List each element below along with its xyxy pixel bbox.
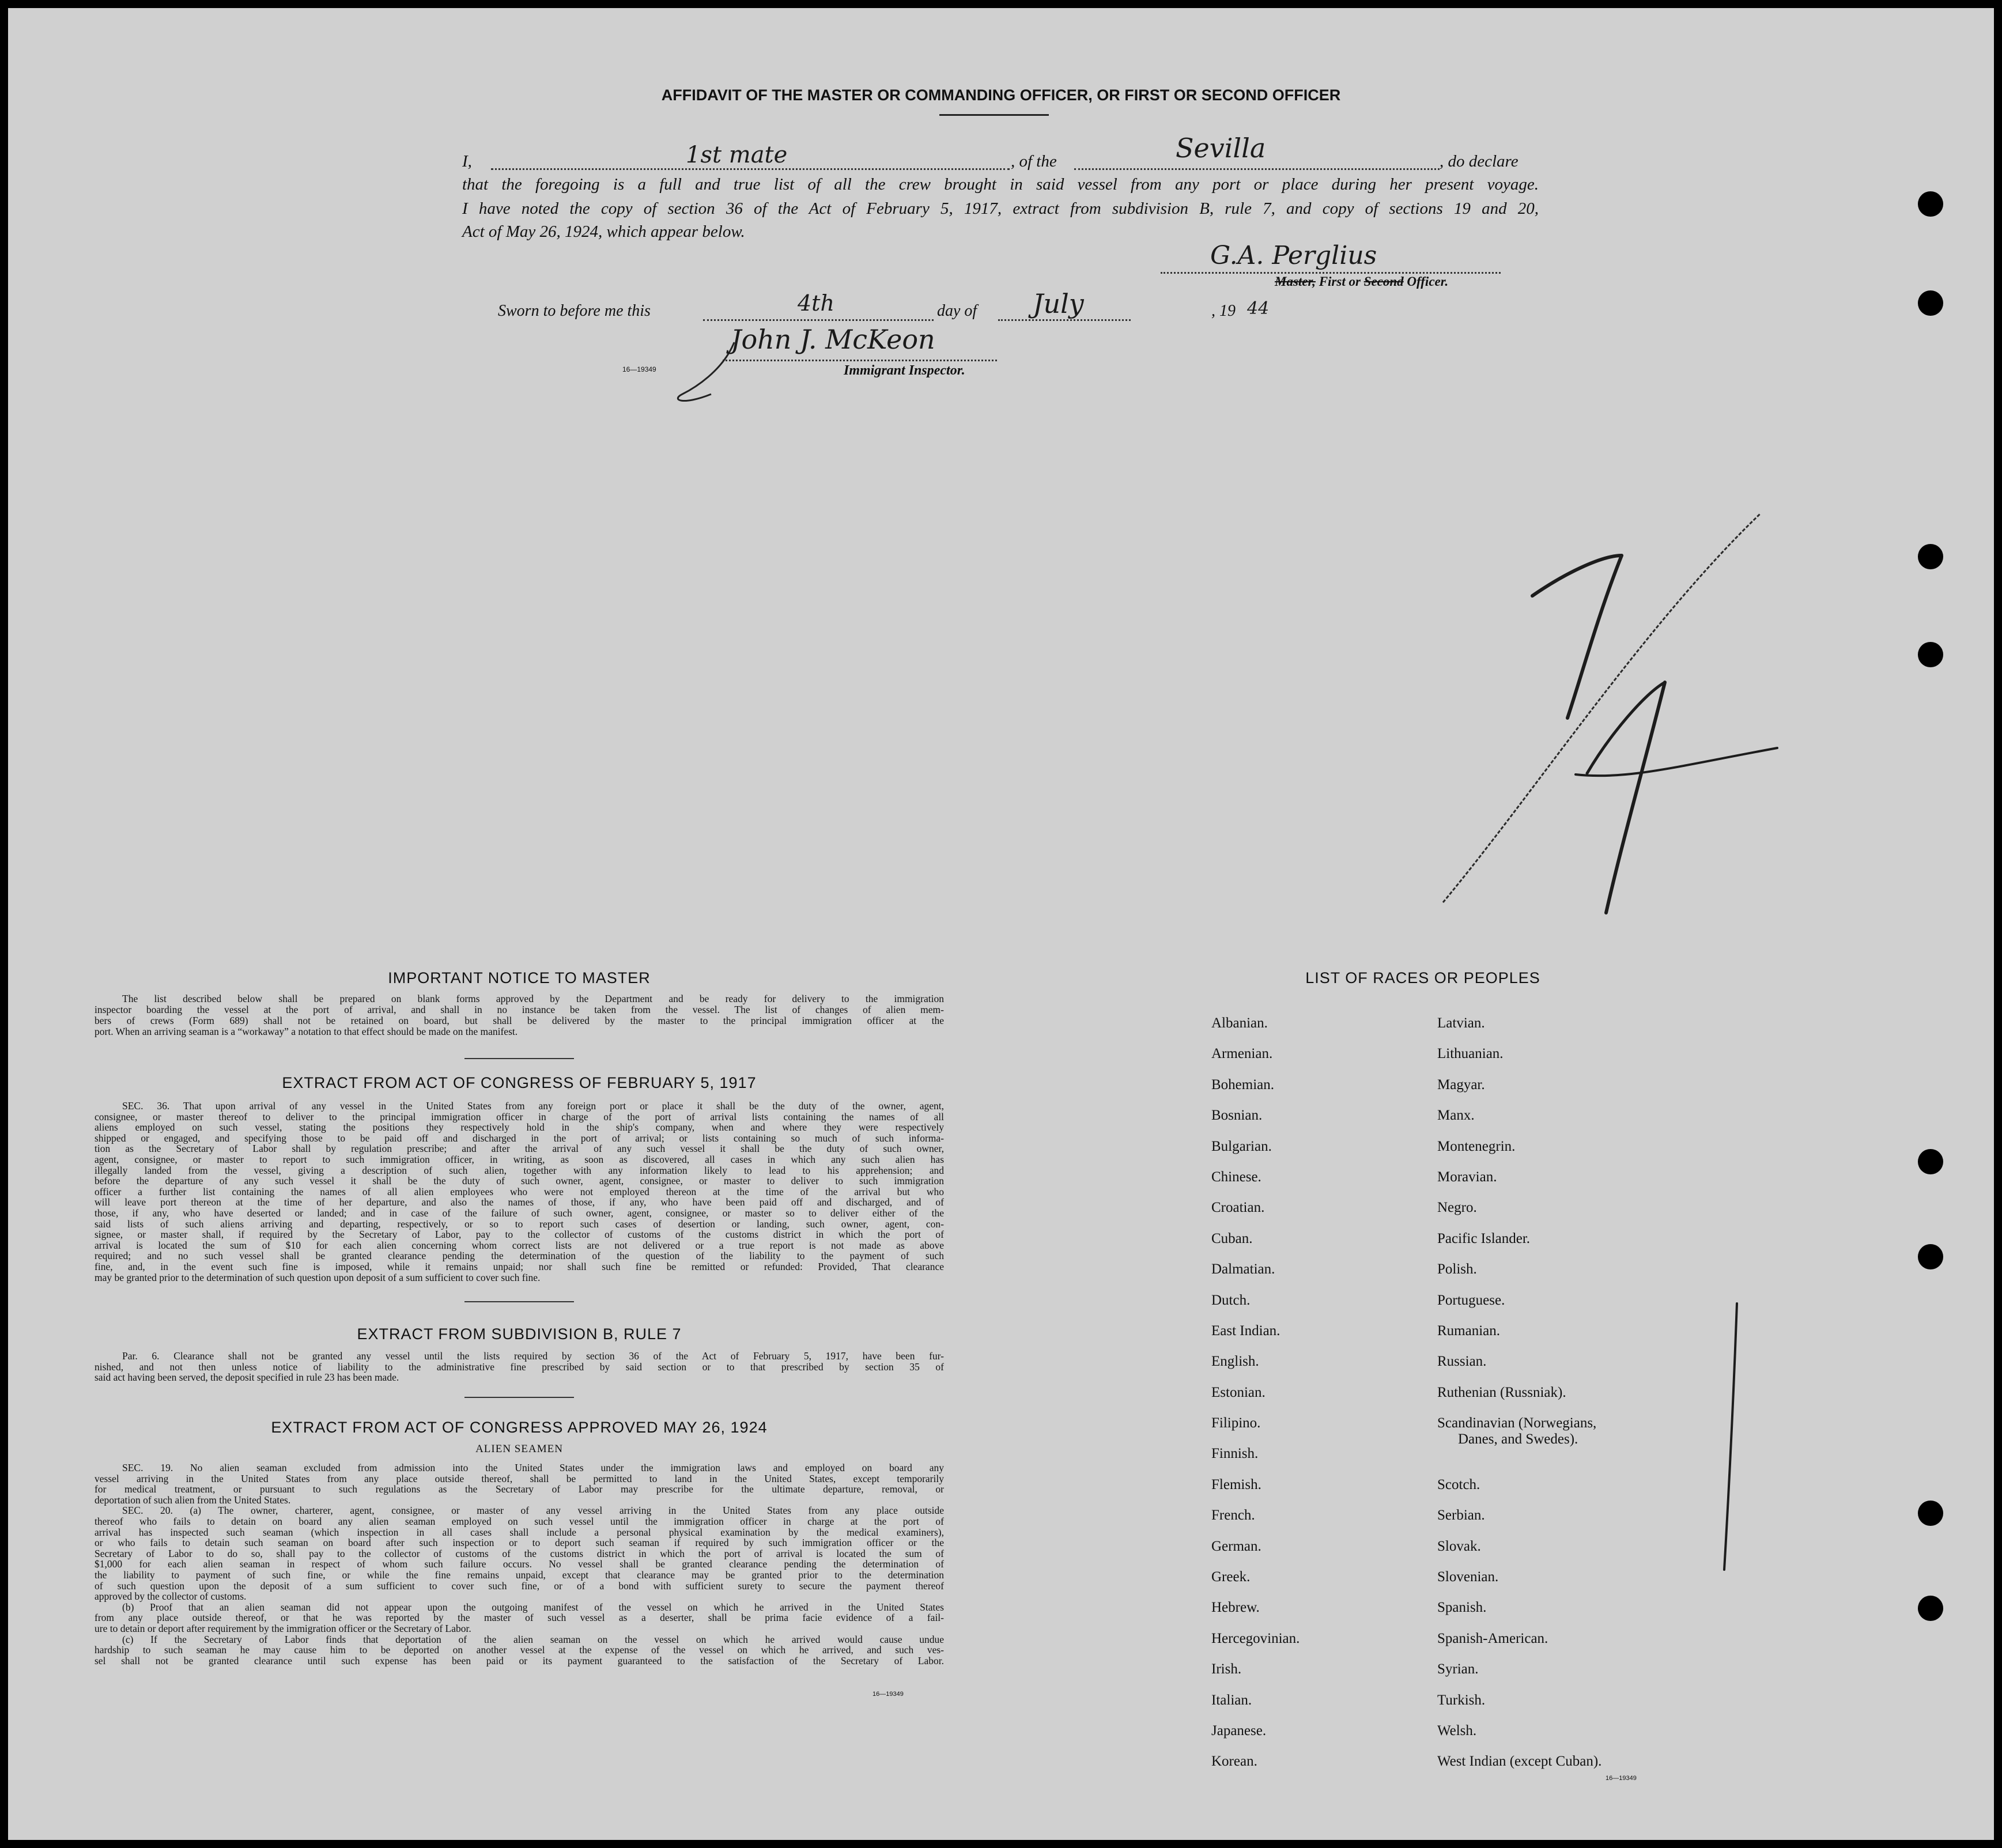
- extract-1917-line: before the departure of any such vessel it shall be the duty of such owner, agent, consignee, or master to deliver to such immigration: [95, 1175, 944, 1187]
- race-item: Pacific Islander.: [1437, 1230, 1531, 1246]
- extract-1924-line: arrival has inspected such seaman (which inspection in all cases shall include a personal physical examination by the medical examiners),: [95, 1526, 944, 1538]
- sworn-year-prefix: , 19: [1211, 302, 1236, 320]
- vessel-name-field[interactable]: Sevilla: [1176, 133, 1266, 164]
- extract-1924-subtitle: ALIEN SEAMEN: [475, 1443, 563, 1455]
- inspector-signature[interactable]: John J. McKeon: [731, 324, 935, 355]
- race-item: English.: [1211, 1354, 1259, 1370]
- line1-suffix: , do declare: [1440, 152, 1519, 171]
- extract-rule7-line: nished, and not then unless notice of liability to the administrative fine prescribed by said section or to that prescribed by section 35 of: [95, 1361, 944, 1373]
- declaration-line: that the foregoing is a full and true list of all the crew brought in said vessel from any port or place during her present voyage.: [462, 175, 1539, 194]
- race-item: Scandinavian (Norwegians,: [1437, 1415, 1597, 1431]
- extract-1917-line: arrival is located the sum of $10 for each alien concerning whom correct lists are not delivered or a true report is not made as above: [95, 1239, 944, 1251]
- race-item: Hebrew.: [1211, 1600, 1260, 1616]
- race-item: Finnish.: [1211, 1446, 1259, 1462]
- race-item: Albanian.: [1211, 1015, 1268, 1031]
- race-item: Ruthenian (Russniak).: [1437, 1384, 1566, 1400]
- race-item: Slovenian.: [1437, 1569, 1499, 1585]
- race-item: East Indian.: [1211, 1322, 1280, 1339]
- race-item: Danes, and Swedes).: [1458, 1431, 1578, 1448]
- extract-1917-rule: [464, 1301, 574, 1302]
- extract-1924-line: for medical treatment, or pursuant to such regulations as the Secretary of Labor may prescribe for the ultimate departure, removal, or: [95, 1483, 944, 1495]
- extract-1924-line: from any place outside thereof, or that he was reported by the master of such vessel as a deserter, shall be prima facie evidence of a fail-: [95, 1612, 944, 1624]
- extract-1917-line: may be granted prior to the determination of such question upon deposit of a sum sufficient to cover such fine.: [95, 1271, 541, 1283]
- race-item: Greek.: [1211, 1569, 1251, 1585]
- extract-1924-line: (c) If the Secretary of Labor finds that deportation of the alien seaman on the vessel on which he arrived would cause undue: [122, 1633, 944, 1645]
- race-item: Serbian.: [1437, 1507, 1485, 1524]
- extract-1917-line: required; and no such vessel shall be granted clearance pending the determination of the question of the liability to the payment of such: [95, 1250, 944, 1262]
- extract-1917-body: [95, 1101, 944, 1283]
- notice-line: inspector boarding the vessel at the port of arrival, and shall in no instance be taken from the vessel. The list of changes of alien mem-: [95, 1004, 944, 1015]
- officer-role: [1275, 274, 1448, 289]
- punch-hole: [1918, 544, 1943, 569]
- race-item: Scotch.: [1437, 1476, 1480, 1492]
- title-rule: [939, 114, 1049, 116]
- race-item: Moravian.: [1437, 1169, 1497, 1185]
- extract-1924-line: vessel arriving in the United States from any place outside thereof, shall be permitted to land in the United States, except temporarily: [95, 1472, 944, 1484]
- race-item: Armenian.: [1211, 1046, 1273, 1062]
- race-item: Bohemian.: [1211, 1076, 1275, 1093]
- handwritten-7-4-mark: [1437, 504, 1795, 919]
- extract-1917-line: agent, consignee, or master to report to such immigration officer, in writing, as soon as discovered, all cases in which any such alien has: [95, 1153, 944, 1165]
- extract-1917-line: illegally landed from the vessel, giving a description of such alien, together with any information likely to lead to his apprehension; and: [95, 1164, 944, 1176]
- extract-rule7-line: said act having been served, the deposit specified in rule 23 has been made.: [95, 1371, 399, 1384]
- races-right-column: [1437, 1015, 1601, 1785]
- race-item: Magyar.: [1437, 1076, 1485, 1093]
- extract-1924-line: hardship to such seaman he may cause him to be deported on another vessel at the expense of the vessel on which he arrived, and such ves-: [95, 1644, 944, 1656]
- notice-body: [95, 993, 944, 1037]
- role-officer: Officer.: [1407, 274, 1449, 289]
- race-item: Welsh.: [1437, 1723, 1477, 1739]
- form-number-top: 16—19349: [622, 365, 656, 373]
- race-item: Croatian.: [1211, 1200, 1265, 1216]
- race-item: Italian.: [1211, 1692, 1252, 1708]
- extract-1917-line: officer a further list containing the names of all alien employees who were not employed thereon at the time of the arrival but who: [95, 1185, 944, 1197]
- race-item: Spanish.: [1437, 1600, 1487, 1616]
- extract-1924-line: sel shall not be granted clearance until such expense has been paid or its payment guaranteed to the satisfaction of the Secretary of Labor.: [95, 1654, 944, 1666]
- race-item: Syrian.: [1437, 1661, 1479, 1677]
- race-item: Irish.: [1211, 1661, 1242, 1677]
- notice-line: bers of crews (Form 689) shall not be retained on board, but shall be delivered by the master to the principal immigration officer at the: [95, 1015, 944, 1026]
- sworn-prefix: Sworn to before me this: [498, 302, 651, 320]
- races-form-number: 16—19349: [1606, 1775, 1637, 1782]
- extract-1924-line: Secretary of Labor to do so, shall pay to the collector of customs of the customs district in which the port of arrival is located the sum of: [95, 1547, 944, 1559]
- race-item: Rumanian.: [1437, 1322, 1501, 1339]
- extract-1917-line: consignee, or master thereof to deliver to the principal immigration officer in charge of the port of arrival lists containing the names of all: [95, 1110, 944, 1123]
- race-item: French.: [1211, 1507, 1255, 1524]
- extract-1924-line: or who fails to detain such seaman on board after such inspection or to deport such seaman if required by such immigration officer or the: [95, 1537, 944, 1549]
- race-item: Russian.: [1437, 1354, 1487, 1370]
- extract-1924-body: [95, 1462, 944, 1666]
- race-item: Hercegovinian.: [1211, 1630, 1300, 1646]
- punch-hole: [1918, 1149, 1943, 1174]
- punch-hole: [1918, 1501, 1943, 1526]
- declaration-line: Act of May 26, 1924, which appear below.: [462, 222, 745, 241]
- line1-prefix: I,: [462, 152, 472, 171]
- extract-1924-title: EXTRACT FROM ACT OF CONGRESS APPROVED MAY 26, 1924: [271, 1419, 768, 1436]
- extract-1924-line: ure to detain or deport after requirement by the immigration officer or the Secretary of Labor.: [95, 1622, 471, 1634]
- race-item: Cuban.: [1211, 1230, 1253, 1246]
- vertical-pen-stroke: [1720, 1299, 1743, 1575]
- race-item: Polish.: [1437, 1261, 1477, 1278]
- extract-1917-line: those, if any, who have deserted or landed; and in case of the failure of such owner, agent, consignee, or master so to deliver either of the: [95, 1207, 944, 1219]
- role-first: First or: [1319, 274, 1361, 289]
- extract-1917-line: tion as the Secretary of Labor shall by regulation prescribe; and after the arrival of any such vessel it shall be the duty of such owner,: [95, 1143, 944, 1155]
- punch-hole: [1918, 290, 1943, 316]
- race-item: Japanese.: [1211, 1722, 1267, 1739]
- race-item: German.: [1211, 1538, 1261, 1554]
- race-item: Bulgarian.: [1211, 1138, 1272, 1154]
- extract-1924-line: SEC. 20. (a) The owner, charterer, agent, consignee, or master of any vessel arriving in the United States from any place outside: [122, 1505, 944, 1517]
- officer-signature[interactable]: G.A. Perglius: [1210, 241, 1377, 270]
- race-item: Korean.: [1211, 1753, 1257, 1770]
- sworn-year-field[interactable]: 44: [1247, 298, 1270, 319]
- extract-1924-line: deportation of such alien from the United States.: [95, 1494, 291, 1506]
- punch-hole: [1918, 1596, 1943, 1621]
- notice-rule: [464, 1058, 574, 1059]
- races-title: LIST OF RACES OR PEOPLES: [1305, 969, 1540, 987]
- extract-1924-line: of such question upon the deposit of a sum sufficient to cover such fine, or of a bond with sufficient surety to secure the payment thereof: [95, 1579, 944, 1592]
- race-item: West Indian (except Cuban).: [1437, 1753, 1602, 1770]
- race-item: Dalmatian.: [1211, 1261, 1275, 1278]
- race-item: Montenegrin.: [1437, 1138, 1516, 1154]
- role-second: Second: [1363, 274, 1404, 289]
- affidavit-title: AFFIDAVIT OF THE MASTER OR COMMANDING OFFICER, OR FIRST OR SECOND OFFICER: [661, 86, 1341, 104]
- extract-1924-form-number: 16—19349: [872, 1691, 904, 1698]
- extract-1924-line: (b) Proof that an alien seaman did not appear upon the outgoing manifest of the vessel on which he arrived in the United States: [122, 1601, 944, 1613]
- extract-1924-line: $1,000 for each alien seaman in respect of whom such failure occurs. No vessel shall be granted clearance pending the determination of: [95, 1558, 944, 1570]
- race-item: Lithuanian.: [1437, 1046, 1504, 1062]
- role-master: Master,: [1275, 274, 1316, 289]
- extract-1924-line: the liability to payment of such fine, or while the fine remains unpaid, except that clearance may be granted prior to the determination: [95, 1569, 944, 1581]
- extract-1917-line: aliens employed on such vessel, stating the positions they respectively hold in the ship's company, when and where they were respectively: [95, 1121, 944, 1133]
- race-item: Filipino.: [1211, 1415, 1261, 1431]
- punch-hole: [1918, 1244, 1943, 1269]
- affidavit-line-1: [455, 133, 1539, 174]
- race-item: Bosnian.: [1211, 1108, 1263, 1124]
- race-item: Estonian.: [1211, 1384, 1266, 1400]
- notice-line: port. When an arriving seaman is a “workaway” a notation to that effect should be made on the manifest.: [95, 1026, 518, 1037]
- extract-1924-line: SEC. 19. No alien seaman excluded from admission into the United States under the immigration laws and employed on board any: [122, 1462, 944, 1473]
- extract-1917-line: said lists of such aliens arriving and departing, respectively, or so to report such cases of desertion or landing, such owner, agent, con-: [95, 1218, 944, 1230]
- race-item: Portuguese.: [1437, 1292, 1505, 1308]
- race-item: Spanish-American.: [1437, 1630, 1548, 1646]
- officer-name-field[interactable]: 1st mate: [686, 142, 788, 168]
- document-page: [8, 8, 1994, 1840]
- race-item: Slovak.: [1437, 1538, 1481, 1554]
- extract-1924-line: approved by the collector of customs.: [95, 1590, 247, 1603]
- extract-rule7-title: EXTRACT FROM SUBDIVISION B, RULE 7: [357, 1325, 682, 1343]
- notice-title: IMPORTANT NOTICE TO MASTER: [388, 969, 651, 987]
- sworn-day-field[interactable]: 4th: [798, 290, 834, 316]
- extract-rule7-body: [95, 1351, 944, 1383]
- extract-1924-line: thereof who fails to detain on board any alien seaman employed on such vessel until the immigration officer in charge at the port of: [95, 1515, 944, 1527]
- race-item: Manx.: [1437, 1108, 1475, 1124]
- race-item: Dutch.: [1211, 1292, 1251, 1308]
- punch-hole: [1918, 191, 1943, 217]
- sworn-mid: day of: [937, 302, 977, 320]
- extract-rule7-rule: [464, 1397, 574, 1398]
- extract-1917-line: SEC. 36. That upon arrival of any vessel in the United States from any foreign port or place it shall be the duty of the owner, agent,: [122, 1100, 944, 1112]
- extract-1917-line: will leave port thereon at the time of her departure, and also the names of those, if any, who have been paid off and discharged, and of: [95, 1196, 944, 1208]
- inspector-title: Immigrant Inspector.: [844, 363, 965, 378]
- extract-1917-title: EXTRACT FROM ACT OF CONGRESS OF FEBRUARY 5, 1917: [282, 1074, 757, 1091]
- race-item: Flemish.: [1211, 1476, 1261, 1492]
- punch-hole: [1918, 642, 1943, 667]
- races-left-column: [1211, 1015, 1300, 1785]
- race-item: Negro.: [1437, 1200, 1477, 1216]
- declaration-line: I have noted the copy of section 36 of the Act of February 5, 1917, extract from subdivision B, rule 7, and copy of sections 19 and 20,: [462, 199, 1539, 218]
- line1-mid: , of the: [1011, 152, 1057, 171]
- race-item: Turkish.: [1437, 1692, 1486, 1708]
- extract-rule7-line: Par. 6. Clearance shall not be granted any vessel until the lists required by section 36 of the Act of February 5, 1917, have been fur-: [122, 1350, 944, 1362]
- extract-1917-line: shipped or engaged, and specifying those to be paid off and discharged in the port of arrival; or lists containing so much of such informa-: [95, 1132, 944, 1144]
- race-item: Latvian.: [1437, 1015, 1485, 1031]
- race-item: Chinese.: [1211, 1169, 1261, 1185]
- sworn-month-field[interactable]: July: [1033, 288, 1084, 319]
- extract-1917-line: signee, or master shall, if required by the Secretary of Labor, pay to the collector of customs of the customs district in which the port of: [95, 1229, 944, 1241]
- extract-1917-line: fine, and, in the event such fine is imposed, while it remains unpaid; nor shall such fine be remitted or refunded: Provided, That clearance: [95, 1260, 944, 1272]
- notice-line: The list described below shall be prepared on blank forms approved by the Department and be ready for delivery to the immigration: [122, 993, 944, 1004]
